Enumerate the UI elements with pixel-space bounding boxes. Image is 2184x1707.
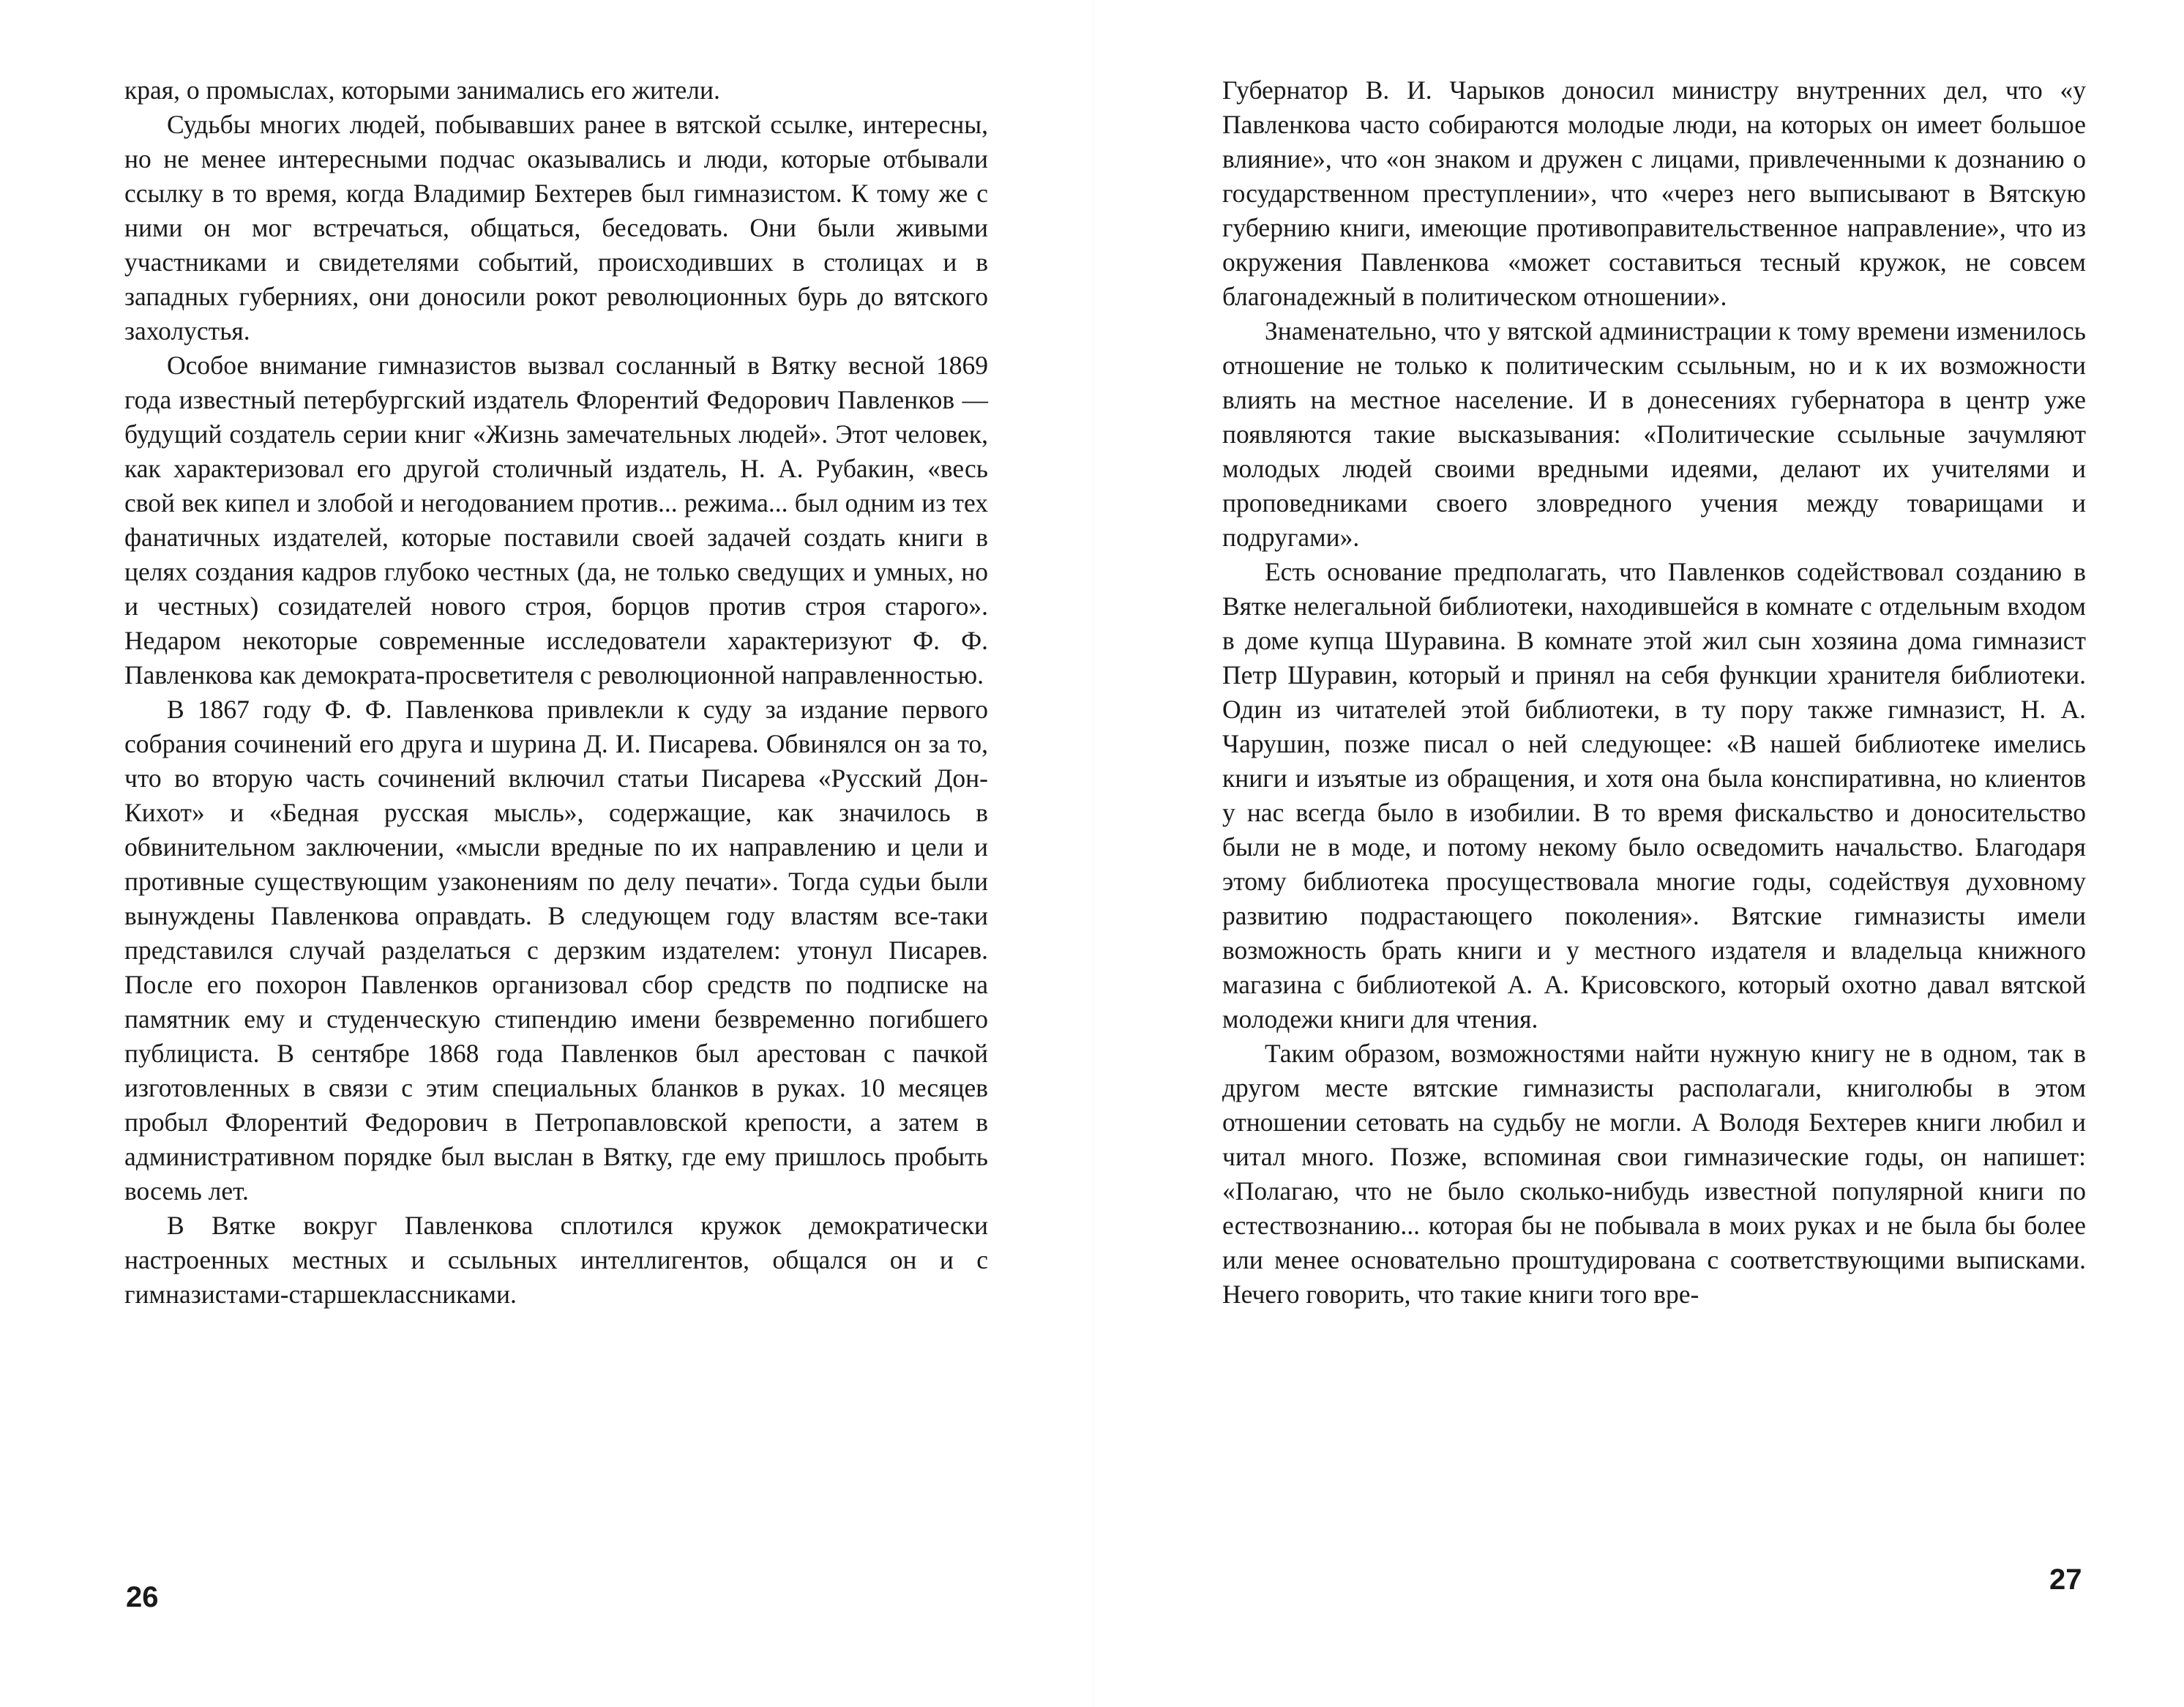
book-gutter xyxy=(1092,0,1093,1707)
paragraph: В 1867 году Ф. Ф. Павленкова привлекли к суду за издание первого собрания сочинений его друга и шурина Д. И. Писарева. Обвинялся он за то, что во вторую часть сочинений включил статьи Писарева «Русский Дон-Кихот» и «Бедная русская мысль», содержащие, как значилось в обвинительном заключении, «мысли вредные по их направлению и цели и противные существующим узаконениям по делу печати». Тогда судьи были вынуждены Павленкова оправдать. В следующем году властям все-таки представился случай разделаться с дерзким издателем: утонул Писарев. После его похорон Павленков организовал сбор средств по подписке на памятник ему и студенческую стипендию имени безвременно погибшего публициста. В сентябре 1868 года Павленков был арестован с пачкой изготовленных в связи с этим специальных бланков в руках. 10 месяцев пробыл Флорентий Федорович в Петропавловской крепости, а затем в административном порядке был выслан в Вятку, где ему пришлось пробыть восемь лет. xyxy=(124,695,988,1206)
paragraph: Судьбы многих людей, побывавших ранее в вятской ссылке, интересны, но не менее интересными подчас оказывались и люди, которые отбывали ссылку в то время, когда Владимир Бехтерев был гимназистом. К тому же с ними он мог встречаться, общаться, беседовать. Они были живыми участниками и свидетелями событий, происходивших в столицах и в западных губерниях, они доносили рокот революционных бурь до вятского захолустья. xyxy=(124,110,988,345)
paragraph: Особое внимание гимназистов вызвал сосланный в Вятку весной 1869 года известный петербургский издатель Флорентий Федорович Павленков — будущий создатель серии книг «Жизнь замечательных людей». Этот человек, как характеризовал его другой столичный издатель, Н. А. Рубакин, «весь свой век кипел и злобой и негодованием против... режима... был одним из тех фанатичных издателей, которые поставили своей задачей создать книги в целях создания кадров глубоко честных (да, не только сведущих и умных, но и честных) созидателей нового строя, борцов против строя старого». Недаром некоторые современные исследователи характеризуют Ф. Ф. Павленкова как демократа-просветителя с революционной направленностью. xyxy=(124,351,988,690)
page-number-right: 27 xyxy=(2049,1564,2082,1596)
paragraph: Есть основание предполагать, что Павленков содействовал созданию в Вятке нелегальной библиотеки, находившейся в комнате с отдельным входом в доме купца Шуравина. В комнате этой жил сын хозяина дома гимназист Петр Шуравин, который и принял на себя функции хранителя библиотеки. Один из читателей этой библиотеки, в ту пору также гимназист, Н. А. Чарушин, позже писал о ней следующее: «В нашей библиотеке имелись книги и изъятые из обращения, и хотя она была конспиративна, но клиентов у нас всегда было в изобилии. В то время фискальство и доносительство были не в моде, и потому некому было осведомить начальство. Благодаря этому библиотека просуществовала многие годы, содействуя духовному развитию подрастающего поколения». Вятские гимназисты имели возможность брать книги и у местного издателя и владельца книжного магазина с библиотекой А. А. Крисовского, который охотно давал вятской молодежи книги для чтения. xyxy=(1222,557,2086,1034)
page-number-left: 26 xyxy=(126,1581,159,1613)
right-page xyxy=(1222,73,2086,1312)
paragraph: Таким образом, возможностями найти нужную книгу не в одном, так в другом месте вятские гимназисты располагали, книголюбы в этом отношении сетовать на судьбу не могли. А Володя Бехтерев книги любил и читал много. Позже, вспоминая свои гимназические годы, он напишет: «Полагаю, что не было сколько-нибудь известной популярной книги по естествознанию... которая бы не побывала в моих руках и не была бы более или менее основательно проштудирована с соответствующими выписками. Нечего говорить, что такие книги того вре- xyxy=(1222,1039,2086,1309)
paragraph: Губернатор В. И. Чарыков доносил министру внутренних дел, что «у Павленкова часто собираются молодые люди, на которых он имеет большое влияние», что «он знаком и дружен с лицами, привлеченными к дознанию о государственном преступлении», что «через него выписывают в Вятскую губернию книги, имеющие противоправительственное направление», что из окружения Павленкова «может составиться тесный кружок, не совсем благонадежный в политическом отношении». xyxy=(1222,75,2086,311)
left-page xyxy=(124,73,988,1312)
paragraph: Знаменательно, что у вятской администрации к тому времени изменилось отношение не только к политическим ссыльным, но и к их возможности влиять на местное население. И в донесениях губернатора в центр уже появляются такие высказывания: «Политические ссыльные зачумляют молодых людей своими вредными идеями, делают их учителями и проповедниками своего зловредного учения между товарищами и подругами». xyxy=(1222,316,2086,552)
paragraph: края, о промыслах, которыми занимались его жители. xyxy=(124,75,720,105)
paragraph: В Вятке вокруг Павленкова сплотился кружок демократически настроенных местных и ссыльных интеллигентов, общался он и с гимназистами-старшеклассниками. xyxy=(124,1211,988,1309)
